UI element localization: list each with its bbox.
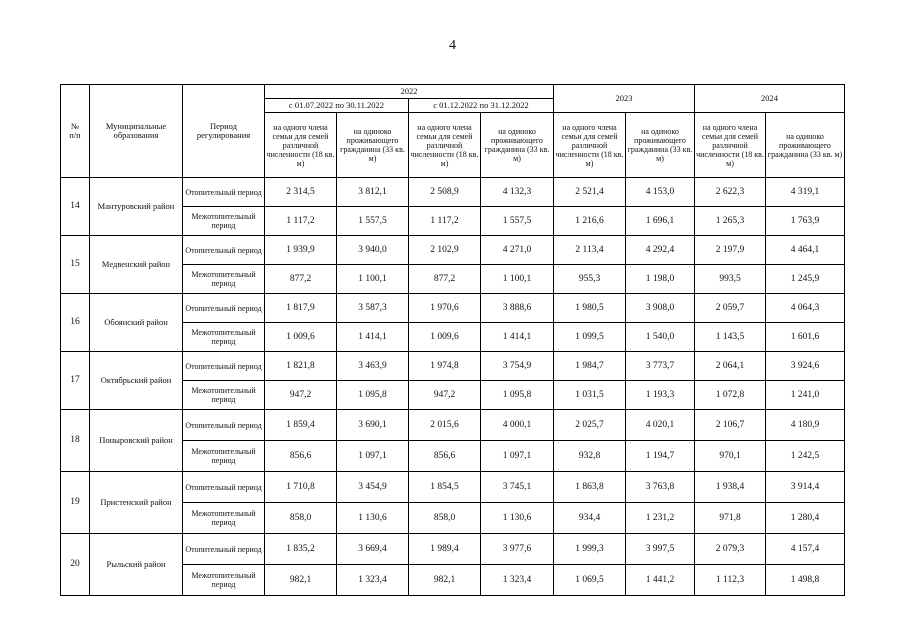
value-cell: 1 194,7 — [626, 441, 695, 472]
value-cell: 1 980,5 — [554, 294, 626, 323]
period-label: Межотопительный период — [183, 207, 265, 236]
value-cell: 1 241,0 — [766, 381, 845, 410]
table-row — [61, 534, 845, 565]
table-row — [61, 236, 845, 265]
value-cell: 3 454,9 — [337, 472, 409, 503]
value-cell: 1 216,6 — [554, 207, 626, 236]
period-label: Отопительный период — [183, 294, 265, 323]
value-cell: 1 854,5 — [409, 472, 481, 503]
value-cell: 2 102,9 — [409, 236, 481, 265]
value-cell: 2 064,1 — [695, 352, 766, 381]
value-cell: 4 271,0 — [481, 236, 554, 265]
row-number: 20 — [61, 534, 90, 596]
value-cell: 1 117,2 — [409, 207, 481, 236]
value-cell: 1 130,6 — [337, 503, 409, 534]
value-cell: 858,0 — [265, 503, 337, 534]
value-cell: 1 601,6 — [766, 323, 845, 352]
value-cell: 1 863,8 — [554, 472, 626, 503]
period-label: Межотопительный период — [183, 265, 265, 294]
header-year-2023: 2023 — [554, 85, 695, 113]
period-label: Отопительный период — [183, 178, 265, 207]
value-cell: 1 099,5 — [554, 323, 626, 352]
municipality-name: Пристенский район — [90, 472, 183, 534]
value-cell: 1 231,2 — [626, 503, 695, 534]
value-cell: 3 690,1 — [337, 410, 409, 441]
value-cell: 982,1 — [265, 565, 337, 596]
row-number: 17 — [61, 352, 90, 410]
value-cell: 4 064,3 — [766, 294, 845, 323]
header-per-member: на одного члена семьи для семей различной численности (18 кв. м) — [409, 113, 481, 178]
value-cell: 1 859,4 — [265, 410, 337, 441]
value-cell: 4 319,1 — [766, 178, 845, 207]
value-cell: 2 197,9 — [695, 236, 766, 265]
value-cell: 856,6 — [265, 441, 337, 472]
value-cell: 1 095,8 — [481, 381, 554, 410]
value-cell: 2 015,6 — [409, 410, 481, 441]
value-cell: 3 587,3 — [337, 294, 409, 323]
value-cell: 3 914,4 — [766, 472, 845, 503]
value-cell: 3 888,6 — [481, 294, 554, 323]
value-cell: 3 924,6 — [766, 352, 845, 381]
header-num: № п/п — [61, 85, 90, 178]
value-cell: 955,3 — [554, 265, 626, 294]
value-cell: 1 097,1 — [481, 441, 554, 472]
value-cell: 1 097,1 — [337, 441, 409, 472]
value-cell: 2 113,4 — [554, 236, 626, 265]
value-cell: 3 763,8 — [626, 472, 695, 503]
value-cell: 1 835,2 — [265, 534, 337, 565]
value-cell: 4 292,4 — [626, 236, 695, 265]
value-cell: 971,8 — [695, 503, 766, 534]
value-cell: 1 242,5 — [766, 441, 845, 472]
value-cell: 1 498,8 — [766, 565, 845, 596]
value-cell: 3 669,4 — [337, 534, 409, 565]
header-per-single: на одиноко проживающего гражданина (33 кв. м) — [766, 113, 845, 178]
table-row — [61, 294, 845, 323]
value-cell: 1 069,5 — [554, 565, 626, 596]
value-cell: 1 193,3 — [626, 381, 695, 410]
value-cell: 3 745,1 — [481, 472, 554, 503]
value-cell: 1 441,2 — [626, 565, 695, 596]
value-cell: 3 754,9 — [481, 352, 554, 381]
row-number: 14 — [61, 178, 90, 236]
header-range-1: с 01.07.2022 по 30.11.2022 — [265, 99, 409, 113]
value-cell: 1 245,9 — [766, 265, 845, 294]
value-cell: 4 157,4 — [766, 534, 845, 565]
value-cell: 1 265,3 — [695, 207, 766, 236]
header-municipality: Муниципальные образования — [90, 85, 183, 178]
table-row — [61, 410, 845, 441]
value-cell: 877,2 — [265, 265, 337, 294]
header-period: Период регулирования — [183, 85, 265, 178]
value-cell: 1 100,1 — [481, 265, 554, 294]
value-cell: 934,4 — [554, 503, 626, 534]
value-cell: 982,1 — [409, 565, 481, 596]
value-cell: 947,2 — [265, 381, 337, 410]
value-cell: 1 117,2 — [265, 207, 337, 236]
value-cell: 4 000,1 — [481, 410, 554, 441]
value-cell: 947,2 — [409, 381, 481, 410]
value-cell: 993,5 — [695, 265, 766, 294]
value-cell: 1 557,5 — [337, 207, 409, 236]
municipality-name: Октябрьский район — [90, 352, 183, 410]
value-cell: 2 079,3 — [695, 534, 766, 565]
row-number: 16 — [61, 294, 90, 352]
header-per-member: на одного члена семьи для семей различной численности (18 кв. м) — [554, 113, 626, 178]
value-cell: 2 059,7 — [695, 294, 766, 323]
header-per-single: на одиноко проживающего гражданина (33 кв. м) — [481, 113, 554, 178]
value-cell: 1 198,0 — [626, 265, 695, 294]
value-cell: 1 696,1 — [626, 207, 695, 236]
value-cell: 3 940,0 — [337, 236, 409, 265]
value-cell: 3 997,5 — [626, 534, 695, 565]
period-label: Отопительный период — [183, 534, 265, 565]
value-cell: 1 130,6 — [481, 503, 554, 534]
municipality-name: Обоянский район — [90, 294, 183, 352]
value-cell: 1 821,8 — [265, 352, 337, 381]
period-label: Межотопительный период — [183, 565, 265, 596]
value-cell: 1 031,5 — [554, 381, 626, 410]
header-per-single: на одиноко проживающего гражданина (33 кв. м) — [626, 113, 695, 178]
value-cell: 856,6 — [409, 441, 481, 472]
period-label: Отопительный период — [183, 236, 265, 265]
value-cell: 4 464,1 — [766, 236, 845, 265]
value-cell: 2 025,7 — [554, 410, 626, 441]
period-label: Отопительный период — [183, 410, 265, 441]
value-cell: 1 970,6 — [409, 294, 481, 323]
value-cell: 858,0 — [409, 503, 481, 534]
value-cell: 1 984,7 — [554, 352, 626, 381]
header-per-member: на одного члена семьи для семей различной численности (18 кв. м) — [265, 113, 337, 178]
value-cell: 932,8 — [554, 441, 626, 472]
value-cell: 3 812,1 — [337, 178, 409, 207]
value-cell: 4 132,3 — [481, 178, 554, 207]
tariff-table — [60, 84, 845, 596]
header-per-single: на одиноко проживающего гражданина (33 кв. м) — [337, 113, 409, 178]
value-cell: 1 072,8 — [695, 381, 766, 410]
municipality-name: Рыльский район — [90, 534, 183, 596]
value-cell: 1 009,6 — [409, 323, 481, 352]
value-cell: 1 939,9 — [265, 236, 337, 265]
header-year-2022: 2022 — [265, 85, 554, 99]
value-cell: 1 112,3 — [695, 565, 766, 596]
municipality-name: Поныровский район — [90, 410, 183, 472]
table-body — [61, 178, 845, 596]
value-cell: 1 100,1 — [337, 265, 409, 294]
value-cell: 877,2 — [409, 265, 481, 294]
period-label: Межотопительный период — [183, 323, 265, 352]
value-cell: 1 540,0 — [626, 323, 695, 352]
header-per-member: на одного члена семьи для семей различной численности (18 кв. м) — [695, 113, 766, 178]
value-cell: 1 323,4 — [337, 565, 409, 596]
table-row — [61, 178, 845, 207]
period-label: Отопительный период — [183, 352, 265, 381]
period-label: Межотопительный период — [183, 441, 265, 472]
value-cell: 2 622,3 — [695, 178, 766, 207]
value-cell: 1 710,8 — [265, 472, 337, 503]
value-cell: 2 106,7 — [695, 410, 766, 441]
period-label: Отопительный период — [183, 472, 265, 503]
value-cell: 1 817,9 — [265, 294, 337, 323]
row-number: 19 — [61, 472, 90, 534]
table-row — [61, 472, 845, 503]
value-cell: 3 908,0 — [626, 294, 695, 323]
row-number: 15 — [61, 236, 90, 294]
value-cell: 4 153,0 — [626, 178, 695, 207]
table-row — [61, 352, 845, 381]
page-number: 4 — [449, 38, 456, 53]
value-cell: 2 314,5 — [265, 178, 337, 207]
value-cell: 1 763,9 — [766, 207, 845, 236]
value-cell: 1 938,4 — [695, 472, 766, 503]
value-cell: 4 020,1 — [626, 410, 695, 441]
value-cell: 1 989,4 — [409, 534, 481, 565]
value-cell: 2 508,9 — [409, 178, 481, 207]
period-label: Межотопительный период — [183, 381, 265, 410]
value-cell: 1 414,1 — [481, 323, 554, 352]
value-cell: 970,1 — [695, 441, 766, 472]
value-cell: 1 414,1 — [337, 323, 409, 352]
value-cell: 1 557,5 — [481, 207, 554, 236]
value-cell: 1 974,8 — [409, 352, 481, 381]
header-year-2024: 2024 — [695, 85, 845, 113]
value-cell: 3 773,7 — [626, 352, 695, 381]
value-cell: 2 521,4 — [554, 178, 626, 207]
value-cell: 3 977,6 — [481, 534, 554, 565]
value-cell: 4 180,9 — [766, 410, 845, 441]
value-cell: 1 095,8 — [337, 381, 409, 410]
value-cell: 1 323,4 — [481, 565, 554, 596]
value-cell: 1 009,6 — [265, 323, 337, 352]
row-number: 18 — [61, 410, 90, 472]
value-cell: 1 999,3 — [554, 534, 626, 565]
value-cell: 3 463,9 — [337, 352, 409, 381]
value-cell: 1 280,4 — [766, 503, 845, 534]
period-label: Межотопительный период — [183, 503, 265, 534]
municipality-name: Медвенский район — [90, 236, 183, 294]
header-range-2: с 01.12.2022 по 31.12.2022 — [409, 99, 554, 113]
value-cell: 1 143,5 — [695, 323, 766, 352]
municipality-name: Мантуровский район — [90, 178, 183, 236]
